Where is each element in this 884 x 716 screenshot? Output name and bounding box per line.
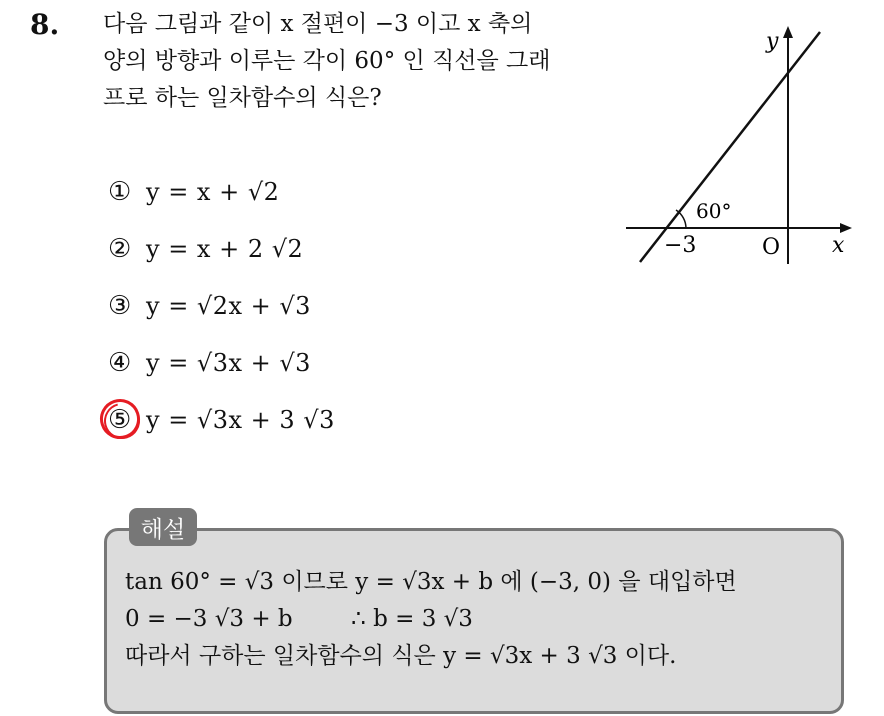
y-axis-label: y	[766, 29, 779, 54]
coordinate-graph	[620, 22, 860, 272]
question-text	[103, 6, 603, 117]
solution-line: tan 60° = √3 이므로 y = √3x + b 에 (−3, 0) 을 대입하면	[125, 569, 737, 595]
origin-label: O	[762, 235, 781, 260]
angle-label: 60°	[696, 199, 732, 223]
solution-line: 따라서 구하는 일차함수의 식은 y = √3x + 3 √3 이다.	[125, 643, 677, 669]
answer-choices	[108, 163, 335, 448]
choice-expression: y = x + √2	[146, 177, 280, 206]
choice-4[interactable]	[108, 334, 335, 391]
solution-body	[125, 564, 845, 675]
question-line: 다음 그림과 같이 x 절편이 −3 이고 x 축의	[103, 11, 533, 37]
choice-expression: y = √2x + √3	[146, 291, 311, 320]
choice-expression: y = √3x + √3	[146, 348, 311, 377]
y-axis-arrow-icon	[783, 26, 793, 38]
solution-label: 해설	[129, 508, 197, 546]
x-axis-arrow-icon	[840, 223, 852, 233]
question-line: 양의 방향과 이루는 각이 60° 인 직선을 그래	[103, 48, 551, 74]
choice-expression: y = x + 2 √2	[146, 234, 304, 263]
choice-number: ①	[108, 176, 132, 207]
solution-line: 0 = −3 √3 + b ∴ b = 3 √3	[125, 606, 473, 632]
choice-5[interactable]	[108, 391, 335, 448]
choice-2[interactable]	[108, 220, 335, 277]
x-intercept-label: −3	[664, 233, 697, 258]
choice-1[interactable]	[108, 163, 335, 220]
choice-expression: y = √3x + 3 √3	[146, 405, 335, 434]
choice-number: ⑤	[108, 404, 132, 435]
choice-number: ②	[108, 233, 132, 264]
question-number: 8.	[30, 8, 60, 41]
choice-number: ④	[108, 347, 132, 378]
x-axis-label: x	[832, 233, 845, 258]
choice-number: ③	[108, 290, 132, 321]
choice-3[interactable]	[108, 277, 335, 334]
question-line: 프로 하는 일차함수의 식은?	[103, 85, 382, 111]
